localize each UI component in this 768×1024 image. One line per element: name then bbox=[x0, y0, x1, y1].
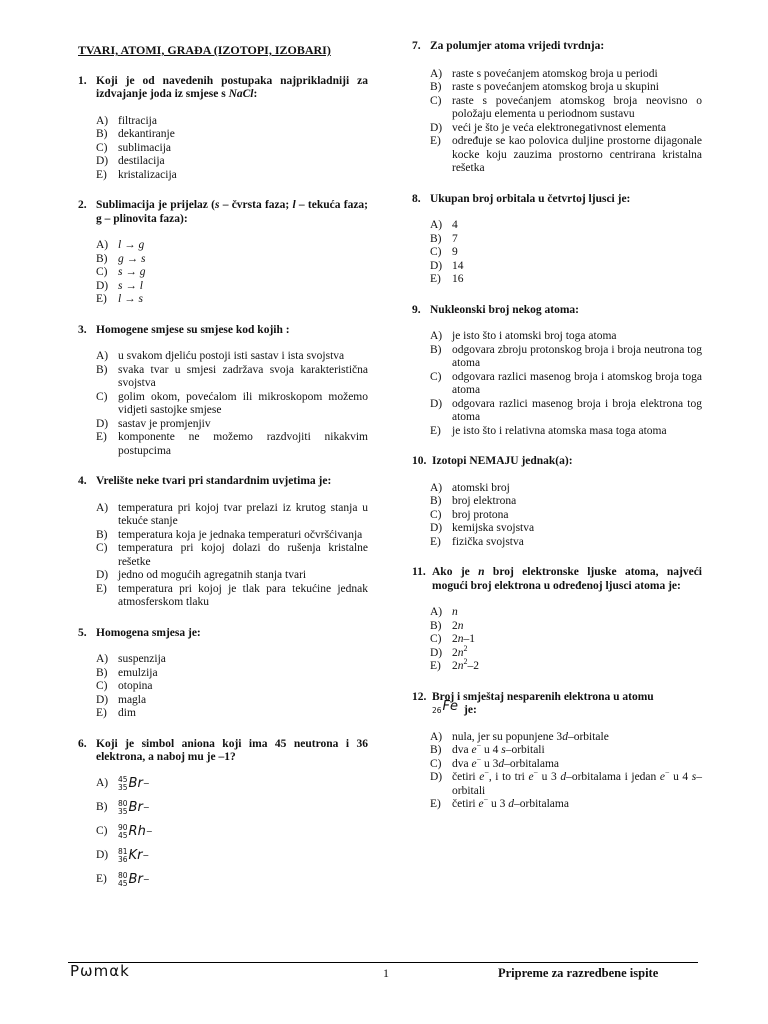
option-c: C) raste s povećanjem atomskog broja neovisno o položaju elementa u periodnom sustavu bbox=[430, 94, 702, 120]
option-c: C) broj protona bbox=[430, 508, 509, 521]
option-c: C) 9 bbox=[430, 246, 458, 258]
option-c: C) temperatura pri kojoj dolazi do rušenja kristalne rešetke bbox=[96, 542, 368, 568]
option-a: A) suspenzija bbox=[96, 653, 166, 665]
question-number: 2. bbox=[78, 199, 87, 211]
option-d: D) odgovara razlici masenog broja i broja elektrona tog atoma bbox=[430, 397, 702, 423]
question-8 bbox=[412, 193, 702, 287]
option-d: D) veći je što je veća elektronegativnost elementa bbox=[430, 121, 666, 134]
question-text: Koji je od navedenih postupaka najprikladniji za izdvajanje joda iz smjese s NaCl: bbox=[96, 74, 368, 100]
option-c: C) sublimacija bbox=[96, 141, 172, 154]
isotope-symbol: 90 45 Rh − bbox=[118, 823, 153, 840]
question-number: 9. bbox=[412, 303, 421, 316]
option-b: B) g → s bbox=[96, 252, 146, 265]
option-d: D) 14 bbox=[430, 259, 464, 272]
question-number: 11. bbox=[412, 566, 426, 578]
question-text: Broj i smještaj nesparenih elektrona u atomu 26 Fe je: bbox=[432, 690, 654, 716]
option-b: B) dva e− u 4 s–orbitali bbox=[430, 741, 545, 756]
option-d: D) jedno od mogućih agregatnih stanja tvari bbox=[96, 569, 307, 581]
document-title: TVARI, ATOMI, GRAĐA (IZOTOPI, IZOBARI) bbox=[78, 43, 331, 57]
question-5 bbox=[78, 627, 368, 721]
option-b: B) temperatura koja je jednaka temperaturi očvršćivanja bbox=[96, 528, 363, 541]
question-11 bbox=[412, 566, 702, 674]
option-c: C) odgovara razlici masenog broja i atomskog broja toga atoma bbox=[430, 370, 702, 396]
right-column bbox=[412, 40, 702, 829]
question-text: Sublimacija je prijelaz (s – čvrsta faza; l – tekuća faza; g – plinovita faza): bbox=[96, 199, 369, 225]
question-3 bbox=[78, 324, 368, 459]
question-number: 5. bbox=[78, 626, 87, 639]
question-1 bbox=[78, 75, 368, 183]
option-d: D) kemijska svojstva bbox=[430, 522, 535, 534]
option-b: B) dekantiranje bbox=[96, 128, 175, 140]
option-a: A) atomski broj bbox=[430, 481, 510, 494]
option-a: A) 4 bbox=[430, 219, 458, 231]
option-c: C) s → g bbox=[96, 266, 146, 278]
option-a: A) u svakom djeliću postoji isti sastav i ista svojstva bbox=[96, 350, 345, 362]
option-d: D) četiri e−, i to tri e− u 3 d–orbitalama i jedan e− u 4 s–orbitali bbox=[430, 768, 702, 797]
question-number: 3. bbox=[78, 323, 87, 336]
option-b: B) 2n bbox=[430, 619, 464, 632]
isotope-symbol: 81 36 Kr − bbox=[118, 847, 150, 864]
option-e: E) 80 45 Br − bbox=[96, 871, 150, 888]
option-a: A) nula, jer su popunjene 3d–orbitale bbox=[430, 730, 609, 743]
option-b: B) odgovara zbroju protonskog broja i broja neutrona tog atoma bbox=[430, 343, 702, 369]
option-e: E) četiri e− u 3 d–orbitalama bbox=[430, 795, 569, 810]
option-b: B) 80 35 Br − bbox=[96, 799, 150, 816]
question-number: 10. bbox=[412, 455, 427, 467]
option-c: C) dva e− u 3d–orbitalama bbox=[430, 754, 560, 770]
option-b: B) svaka tvar u smjesi zadržava svoja karakteristična svojstva bbox=[96, 363, 368, 389]
isotope-symbol: 80 35 Br − bbox=[118, 799, 150, 816]
question-text: Vrelište neke tvari pri standardnim uvjetima je: bbox=[96, 475, 332, 487]
option-e: E) $2n^2-2$ bbox=[430, 657, 479, 672]
option-e: E) l → s bbox=[96, 293, 143, 305]
option-a: A) raste s povećanjem atomskog broja u periodi bbox=[430, 67, 658, 80]
option-e: E) komponente ne možemo razdvojiti nikakvim postupcima bbox=[96, 431, 368, 457]
isotope-symbol: 45 35 Br − bbox=[118, 775, 150, 792]
question-12 bbox=[412, 691, 702, 812]
footer-divider bbox=[68, 962, 698, 963]
option-a: A) temperatura pri kojoj tvar prelazi iz krutog stanja u tekuće stanje bbox=[96, 501, 368, 527]
option-a: A) 45 35 Br − bbox=[96, 775, 150, 792]
question-text: Nukleonski broj nekog atoma: bbox=[430, 303, 579, 316]
option-e: E) određuje se kao polovica duljine prostorne dijagonale kocke koju zauzima prostorno centrirana kristalna rešetka bbox=[430, 135, 702, 174]
option-d: D) magla bbox=[96, 693, 147, 706]
option-d: D) 81 36 Kr − bbox=[96, 847, 150, 864]
option-b: B) broj elektrona bbox=[430, 495, 517, 507]
option-a: A) filtracija bbox=[96, 114, 157, 127]
question-2 bbox=[78, 199, 368, 307]
option-e: E) je isto što i relativna atomska masa toga atoma bbox=[430, 424, 667, 437]
option-e: E) fizička svojstva bbox=[430, 535, 524, 548]
option-e: E) kristalizacija bbox=[96, 168, 177, 181]
question-number: 12. bbox=[412, 690, 427, 703]
option-e: E) dim bbox=[96, 707, 136, 719]
question-4 bbox=[78, 475, 368, 610]
question-text: Homogene smjese su smjese kod kojih : bbox=[96, 323, 290, 336]
isotope-symbol: 80 45 Br − bbox=[118, 871, 150, 888]
option-d: D) s → l bbox=[96, 279, 143, 292]
footer-note: Pripreme za razredbene ispite bbox=[498, 966, 659, 980]
option-e: E) temperatura pri kojoj je tlak para tekućine jednak atmosferskom tlaku bbox=[96, 582, 368, 608]
option-b: B) 7 bbox=[430, 232, 458, 245]
option-d: D) destilacija bbox=[96, 155, 165, 167]
question-9 bbox=[412, 304, 702, 439]
question-7 bbox=[412, 40, 702, 176]
option-b: B) emulzija bbox=[96, 666, 158, 679]
option-c: C) otopina bbox=[96, 680, 153, 692]
footer-logo: Pωmαk bbox=[70, 962, 130, 980]
question-number: 8. bbox=[412, 192, 421, 205]
option-c: C) golim okom, povećalom ili mikroskopom možemo vidjeti sastojke smjese bbox=[96, 390, 368, 416]
option-e: E) 16 bbox=[430, 273, 464, 285]
option-b: B) raste s povećanjem atomskog broja u skupini bbox=[430, 81, 659, 93]
option-a: A) je isto što i atomski broj toga atoma bbox=[430, 330, 617, 342]
question-number: 7. bbox=[412, 40, 421, 52]
question-text: Ukupan broj orbitala u četvrtoj ljusci je: bbox=[430, 192, 631, 205]
question-number: 6. bbox=[78, 737, 87, 750]
question-number: 4. bbox=[78, 475, 87, 487]
question-number: 1. bbox=[78, 74, 87, 87]
option-a: A) n bbox=[430, 606, 458, 618]
option-c: C) 90 45 Rh − bbox=[96, 823, 153, 840]
option-c: C) 2n–1 bbox=[430, 633, 475, 645]
option-d: D) $2n^2$ bbox=[430, 643, 468, 659]
question-text: Ako je n broj elektronske ljuske atoma, najveći mogući broj elektrona u određenoj ljusci atoma je: bbox=[432, 566, 702, 592]
option-a: A) l → g bbox=[96, 239, 145, 251]
page-number: 1 bbox=[383, 966, 389, 980]
question-text: Koji je simbol aniona koji ima 45 neutrona i 36 elektrona, a naboj mu je –1? bbox=[96, 737, 368, 763]
question-10 bbox=[412, 455, 702, 549]
question-6 bbox=[78, 738, 368, 892]
left-column bbox=[78, 40, 368, 909]
question-text: Homogena smjesa je: bbox=[96, 626, 201, 639]
question-text: Izotopi NEMAJU jednak(a): bbox=[432, 455, 573, 467]
iron-isotope-symbol: 26 Fe bbox=[432, 699, 459, 715]
option-d: D) sastav je promjenjiv bbox=[96, 417, 211, 430]
question-text: Za polumjer atoma vrijedi tvrdnja: bbox=[430, 40, 605, 52]
